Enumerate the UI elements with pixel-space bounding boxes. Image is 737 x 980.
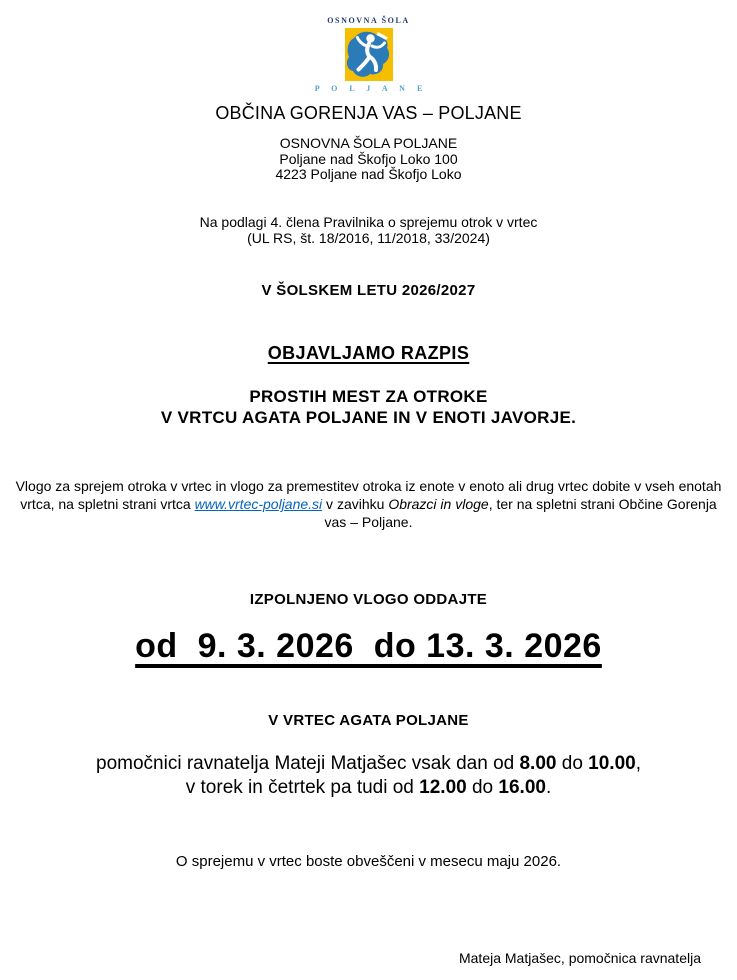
hours-l1-connector: do	[556, 753, 589, 774]
vrtec-website-link[interactable]: www.vrtec-poljane.si	[194, 496, 323, 512]
announcement-title: OBJAVLJAMO RAZPIS	[267, 343, 470, 363]
office-hours-line1	[0, 752, 737, 776]
logo-place-name-label: P O L J A N E	[314, 84, 428, 93]
legal-basis-block	[0, 214, 737, 246]
info-text-between: v zavihku	[322, 496, 389, 512]
school-logo	[0, 16, 737, 93]
announcement-subtitle-line2: V VRTCU AGATA POLJANE IN V ENOTI JAVORJE.	[160, 408, 577, 427]
notification-notice: O sprejemu v vrtec boste obveščeni v mesecu maju 2026.	[175, 853, 562, 870]
legal-basis-line1: Na podlagi 4. člena Pravilnika o sprejemu otrok v vrtec	[199, 214, 538, 230]
hours-end-time: 10.00	[588, 753, 636, 774]
submission-heading: IZPOLNJENO VLOGO ODDAJTE	[249, 591, 488, 608]
hours-l2-punct: .	[545, 776, 552, 798]
office-hours-line2	[0, 776, 737, 800]
municipality-title: OBČINA GORENJA VAS – POLJANE	[215, 103, 522, 123]
hours-extra-end-time: 16.00	[498, 776, 546, 798]
application-info-paragraph	[0, 477, 737, 531]
hours-l1-punct: ,	[635, 753, 641, 774]
school-logo-icon	[345, 28, 393, 81]
school-address-line1: Poljane nad Škofjo Loko 100	[279, 150, 458, 167]
school-name: OSNOVNA ŠOLA POLJANE	[279, 135, 458, 151]
announcement-subtitle-line1: PROSTIH MEST ZA OTROKE	[249, 387, 488, 406]
hours-l2-text: v torek in četrtek pa tudi od	[185, 776, 420, 798]
submission-location-heading: V VRTEC AGATA POLJANE	[268, 712, 469, 729]
submission-date-range: od 9. 3. 2026 do 13. 3. 2026	[135, 627, 602, 665]
hours-l1-text: pomočnici ravnatelja Mateji Matjašec vsak dan od	[96, 753, 520, 774]
info-text-after: , ter na spletni strani Občine Gorenja vas – Poljane.	[324, 496, 717, 530]
hours-l2-connector: do	[466, 776, 499, 798]
school-address-block	[0, 136, 737, 183]
legal-basis-line2: (UL RS, št. 18/2016, 11/2018, 33/2024)	[247, 230, 490, 246]
hours-extra-start-time: 12.00	[419, 776, 467, 798]
hours-start-time: 8.00	[519, 753, 557, 774]
info-text-before-link: Vlogo za sprejem otroka v vrtec in vlogo za premestitev otroka iz enote v enoto ali drug vrtec dobite v vseh enotah vrtca, na spletni strani vrtca	[15, 478, 722, 512]
signature-line: Mateja Matjašec, pomočnica ravnatelja	[458, 950, 701, 966]
info-tab-name: Obrazci in vloge	[388, 496, 489, 512]
school-address-line2: 4223 Poljane nad Škofjo Loko	[275, 166, 462, 182]
logo-school-name-label: OSNOVNA ŠOLA	[327, 16, 410, 25]
office-hours-paragraph	[0, 752, 737, 799]
announcement-subtitle	[0, 386, 737, 428]
school-year-heading: V ŠOLSKEM LETU 2026/2027	[261, 282, 476, 299]
